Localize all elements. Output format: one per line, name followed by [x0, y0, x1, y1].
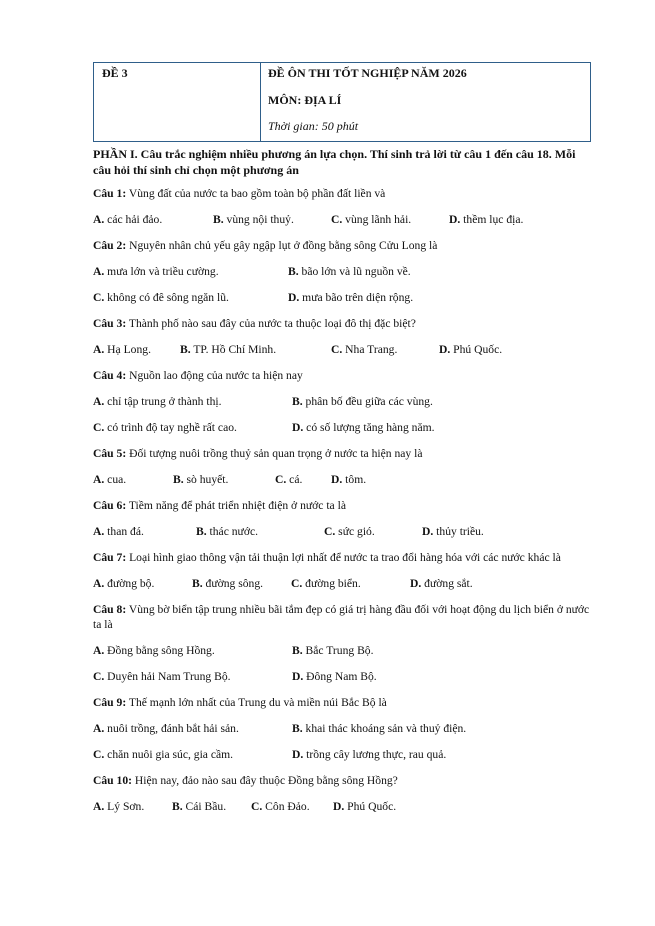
- option-letter: D.: [449, 213, 461, 226]
- option-letter: B.: [213, 213, 224, 226]
- option-b[interactable]: [180, 342, 331, 357]
- option-a[interactable]: [93, 721, 292, 736]
- question-label: Câu 10:: [93, 774, 132, 787]
- option-text: Đồng bằng sông Hồng.: [104, 644, 215, 657]
- question-text: Tiềm năng để phát triển nhiệt điện ở nước ta là: [126, 499, 346, 512]
- option-letter: D.: [292, 421, 304, 434]
- option-letter: A.: [93, 213, 105, 226]
- option-row: [93, 212, 593, 227]
- part-heading: PHẦN I. Câu trắc nghiệm nhiều phương án lựa chọn. Thí sinh trả lời từ câu 1 đến câu 18. Mỗi câu hỏi thí sinh chỉ chọn một phương án: [93, 147, 576, 177]
- question-10: [93, 773, 593, 788]
- option-text: đường biển.: [302, 577, 361, 590]
- option-letter: B.: [173, 473, 184, 486]
- option-c[interactable]: [93, 420, 292, 435]
- option-a[interactable]: [93, 342, 180, 357]
- option-d[interactable]: [292, 747, 492, 762]
- question-label: Câu 8:: [93, 603, 127, 616]
- option-text: Bắc Trung Bộ.: [302, 644, 374, 657]
- question-1: [93, 186, 593, 201]
- option-letter: B.: [292, 395, 303, 408]
- option-letter: B.: [292, 644, 303, 657]
- option-b[interactable]: [192, 576, 291, 591]
- option-text: đường sắt.: [421, 577, 473, 590]
- option-a[interactable]: [93, 524, 196, 539]
- question-label: Câu 6:: [93, 499, 127, 512]
- option-letter: C.: [331, 213, 343, 226]
- option-b[interactable]: [172, 799, 251, 814]
- option-a[interactable]: [93, 472, 173, 487]
- option-c[interactable]: [291, 576, 410, 591]
- option-letter: A.: [93, 525, 105, 538]
- option-letter: A.: [93, 644, 105, 657]
- option-text: cá.: [286, 473, 303, 486]
- question-text: Loại hình giao thông vận tải thuận lợi nhất để nước ta trao đổi hàng hóa với các nước khác là: [126, 551, 561, 564]
- option-d[interactable]: [449, 212, 569, 227]
- option-row: [93, 264, 593, 279]
- option-text: Duyên hải Nam Trung Bộ.: [104, 670, 231, 683]
- question-label: Câu 5:: [93, 447, 127, 460]
- exam-code: ĐỀ 3: [102, 66, 128, 80]
- option-text: có trình độ tay nghề rất cao.: [104, 421, 237, 434]
- exam-time: Thời gian: 50 phút: [268, 119, 359, 133]
- option-letter: C.: [93, 670, 105, 683]
- option-text: vùng nội thuỷ.: [223, 213, 294, 226]
- option-a[interactable]: [93, 799, 172, 814]
- option-letter: D.: [331, 473, 343, 486]
- question-text: Thành phố nào sau đây của nước ta thuộc loại đô thị đặc biệt?: [126, 317, 416, 330]
- question-text: Nguồn lao động của nước ta hiện nay: [126, 369, 303, 382]
- option-letter: C.: [291, 577, 303, 590]
- option-text: than đá.: [104, 525, 144, 538]
- option-text: Nha Trang.: [342, 343, 398, 356]
- option-text: Cái Bầu.: [182, 800, 227, 813]
- exam-subject: MÔN: ĐỊA LÍ: [268, 93, 342, 107]
- option-letter: A.: [93, 800, 105, 813]
- question-3: [93, 316, 593, 331]
- question-text: Đối tượng nuôi trồng thuỷ sản quan trọng ở nước ta hiện nay là: [126, 447, 423, 460]
- option-text: Hạ Long.: [104, 343, 151, 356]
- option-letter: B.: [192, 577, 203, 590]
- option-row: [93, 576, 593, 591]
- option-text: bão lớn và lũ nguồn về.: [298, 265, 411, 278]
- option-c[interactable]: [331, 212, 449, 227]
- option-text: cua.: [104, 473, 127, 486]
- option-c[interactable]: [251, 799, 333, 814]
- option-d[interactable]: [292, 669, 492, 684]
- option-letter: D.: [292, 670, 304, 683]
- option-text: Đông Nam Bộ.: [303, 670, 377, 683]
- option-row: [93, 643, 593, 658]
- option-c[interactable]: [93, 747, 292, 762]
- option-text: đường sông.: [202, 577, 264, 590]
- option-row: [93, 420, 593, 435]
- option-b[interactable]: [292, 721, 492, 736]
- option-b[interactable]: [196, 524, 324, 539]
- option-letter: D.: [439, 343, 451, 356]
- option-d[interactable]: [422, 524, 522, 539]
- option-letter: D.: [292, 748, 304, 761]
- option-c[interactable]: [275, 472, 331, 487]
- question-label: Câu 7:: [93, 551, 127, 564]
- question-8: [93, 602, 593, 632]
- option-row: [93, 342, 593, 357]
- option-letter: A.: [93, 722, 105, 735]
- option-letter: D.: [288, 291, 300, 304]
- option-row: [93, 290, 593, 305]
- option-text: thác nước.: [206, 525, 259, 538]
- option-text: tôm.: [342, 473, 367, 486]
- question-6: [93, 498, 593, 513]
- question-label: Câu 1:: [93, 187, 127, 200]
- option-letter: A.: [93, 577, 105, 590]
- option-row: [93, 394, 593, 409]
- option-text: Phú Quốc.: [344, 800, 397, 813]
- option-text: có số lượng tăng hàng năm.: [303, 421, 435, 434]
- option-d[interactable]: [410, 576, 510, 591]
- question-4: [93, 368, 593, 383]
- option-text: nuôi trồng, đánh bắt hải sản.: [104, 722, 239, 735]
- option-letter: A.: [93, 265, 105, 278]
- question-text: Thế mạnh lớn nhất của Trung du và miền núi Bắc Bộ là: [126, 696, 387, 709]
- option-row: [93, 721, 593, 736]
- option-text: các hải đảo.: [104, 213, 163, 226]
- question-label: Câu 4:: [93, 369, 127, 382]
- option-text: trồng cây lương thực, rau quả.: [303, 748, 447, 761]
- question-text: Vùng đất của nước ta bao gồm toàn bộ phần đất liền và: [126, 187, 386, 200]
- option-row: [93, 669, 593, 684]
- option-text: chỉ tập trung ở thành thị.: [104, 395, 222, 408]
- question-text: Hiện nay, đảo nào sau đây thuộc Đồng bằng sông Hồng?: [131, 774, 398, 787]
- option-letter: C.: [331, 343, 343, 356]
- option-letter: C.: [275, 473, 287, 486]
- option-text: Phú Quốc.: [450, 343, 503, 356]
- option-letter: D.: [333, 800, 345, 813]
- option-letter: C.: [93, 748, 105, 761]
- option-text: Lý Sơn.: [104, 800, 145, 813]
- option-letter: C.: [324, 525, 336, 538]
- option-a[interactable]: [93, 394, 292, 409]
- option-d[interactable]: [288, 290, 488, 305]
- option-text: thềm lục địa.: [460, 213, 524, 226]
- question-label: Câu 9:: [93, 696, 127, 709]
- option-text: chăn nuôi gia súc, gia cầm.: [104, 748, 234, 761]
- option-letter: B.: [180, 343, 191, 356]
- question-2: [93, 238, 593, 253]
- exam-content: [93, 146, 593, 825]
- option-letter: D.: [410, 577, 422, 590]
- option-a[interactable]: [93, 212, 213, 227]
- question-text: Nguyên nhân chủ yếu gây ngập lụt ở đồng bằng sông Cửu Long là: [126, 239, 438, 252]
- option-a[interactable]: [93, 576, 192, 591]
- option-letter: D.: [422, 525, 434, 538]
- option-c[interactable]: [93, 669, 292, 684]
- option-c[interactable]: [324, 524, 422, 539]
- option-row: [93, 799, 593, 814]
- option-text: vùng lãnh hải.: [342, 213, 412, 226]
- option-b[interactable]: [213, 212, 331, 227]
- option-text: đường bộ.: [104, 577, 155, 590]
- option-row: [93, 524, 593, 539]
- option-letter: C.: [93, 291, 105, 304]
- option-text: sức gió.: [335, 525, 375, 538]
- option-text: không có đê sông ngăn lũ.: [104, 291, 229, 304]
- option-text: sò huyết.: [183, 473, 229, 486]
- option-d[interactable]: [439, 342, 529, 357]
- option-text: phân bố đều giữa các vùng.: [302, 395, 433, 408]
- option-c[interactable]: [93, 290, 288, 305]
- option-letter: C.: [93, 421, 105, 434]
- option-d[interactable]: [333, 799, 423, 814]
- option-text: Côn Đảo.: [262, 800, 310, 813]
- option-c[interactable]: [331, 342, 439, 357]
- option-a[interactable]: [93, 264, 288, 279]
- option-row: [93, 747, 593, 762]
- question-5: [93, 446, 593, 461]
- option-a[interactable]: [93, 643, 292, 658]
- question-label: Câu 3:: [93, 317, 127, 330]
- option-letter: B.: [292, 722, 303, 735]
- option-letter: A.: [93, 395, 105, 408]
- option-d[interactable]: [331, 472, 391, 487]
- question-7: [93, 550, 593, 565]
- option-letter: B.: [196, 525, 207, 538]
- option-text: mưa bão trên diện rộng.: [299, 291, 414, 304]
- option-row: [93, 472, 593, 487]
- option-text: TP. Hồ Chí Minh.: [190, 343, 277, 356]
- option-d[interactable]: [292, 420, 492, 435]
- option-letter: C.: [251, 800, 263, 813]
- option-letter: A.: [93, 343, 105, 356]
- option-b[interactable]: [292, 394, 492, 409]
- option-letter: A.: [93, 473, 105, 486]
- option-letter: B.: [172, 800, 183, 813]
- question-list: [93, 186, 593, 814]
- question-text: Vùng bờ biển tập trung nhiều bãi tắm đẹp có giá trị hàng đầu đối với hoạt động du lịch biển ở nước ta là: [93, 603, 590, 631]
- option-text: thủy triều.: [433, 525, 484, 538]
- question-9: [93, 695, 593, 710]
- exam-title: ĐỀ ÔN THI TỐT NGHIỆP NĂM 2026: [268, 66, 467, 80]
- header-box: [93, 62, 591, 142]
- option-letter: B.: [288, 265, 299, 278]
- option-text: khai thác khoáng sản và thuỷ điện.: [302, 722, 467, 735]
- option-b[interactable]: [173, 472, 275, 487]
- option-b[interactable]: [292, 643, 492, 658]
- option-text: mưa lớn và triều cường.: [104, 265, 219, 278]
- question-label: Câu 2:: [93, 239, 127, 252]
- option-b[interactable]: [288, 264, 488, 279]
